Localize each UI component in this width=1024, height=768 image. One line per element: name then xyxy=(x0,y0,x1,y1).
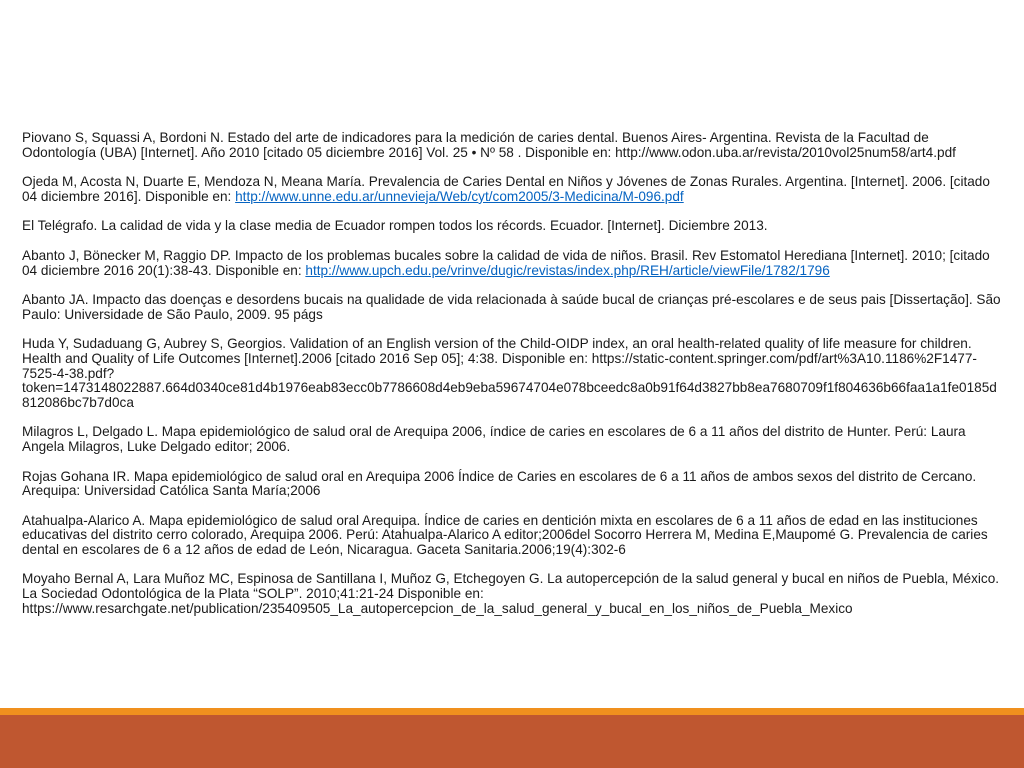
reference-item xyxy=(22,514,1004,558)
reference-text: Atahualpa-Alarico A. Mapa epidemiológico de salud oral Arequipa. Índice de caries en dentición mixta en escolares de 6 a 11 años de edad en las instituciones educativas del distrito cerro colorado, Arequipa 2006. Perú: Atahualpa-Alarico A editor;2006del Socorro Herrera M, Medina E,Maupomé G. Prevalencia de caries dental en escolares de 6 a 12 años de edad de León, Nicaragua. Gaceta Sanitaria.2006;19(4):302-6 xyxy=(22,512,988,557)
reference-text: Abanto J, Bönecker M, Raggio DP. Impacto de los problemas bucales sobre la calidad de vida de niños. Brasil. Rev Estomatol Herediana [Internet]. 2010; [citado 04 diciembre 2016 20(1):38-43. Disponible en: xyxy=(22,247,990,278)
footer-bar xyxy=(0,715,1024,768)
reference-text: Ojeda M, Acosta N, Duarte E, Mendoza N, Meana María. Prevalencia de Caries Dental en Niños y Jóvenes de Zonas Rurales. Argentina. [Internet]. 2006. [citado 04 diciembre 2016]. Disponible en: xyxy=(22,174,990,204)
reference-text: Piovano S, Squassi A, Bordoni N. Estado del arte de indicadores para la medición de caries dental. Buenos Aires- Argentina. Revista de la Facultad de Odontología (UBA) [Internet]. Año 2010 [citado 05 diciembre 2016] Vol. 25 • Nº 58 . Disponible en: http://www.odon.uba.ar/revista/2010vol25num58/art4.pdf xyxy=(22,130,956,160)
reference-link[interactable]: http://www.unne.edu.ar/unnevieja/Web/cyt/com2005/3-Medicina/M-096.pdf xyxy=(235,188,684,204)
reference-item xyxy=(22,249,1004,278)
reference-item xyxy=(22,131,1004,160)
reference-text: El Telégrafo. La calidad de vida y la clase media de Ecuador rompen todos los récords. Ecuador. [Internet]. Diciembre 2013. xyxy=(22,218,768,234)
reference-text: Rojas Gohana IR. Mapa epidemiológico de salud oral en Arequipa 2006 Índice de Caries en escolares de 6 a 11 años de ambos sexos del distrito de Cercano. Arequipa: Universidad Católica Santa María;2006 xyxy=(22,468,977,499)
footer-accent-stripe xyxy=(0,708,1024,715)
reference-item xyxy=(22,175,1004,204)
reference-text: Huda Y, Sudaduang G, Aubrey S, Georgios. Validation of an English version of the Child-OIDP index, an oral health-related quality of life measure for children. Health and Quality of Life Outcomes [Internet].2006 [citado 2016 Sep 05]; 4:38. Disponible en: https://static-content.springer.com/pdf/art%3A10.1186%2F1477-7525-4-38.pdf?token=1473148022887.664d0340ce81d4b1976eab83ecc0b7786608d4eb9eba59674704e078bceedc8a0b91f64d3827bb8ea7680709f1f804636b66faa1a1fe0185d812086bc7b7d0ca xyxy=(22,336,997,410)
reference-link[interactable]: http://www.upch.edu.pe/vrinve/dugic/revistas/index.php/REH/article/viewFile/1782/1796 xyxy=(305,262,830,278)
reference-text: Abanto JA. Impacto das doenças e desordens bucais na qualidade de vida relacionada à saúde bucal de crianças pré-escolares e de seus pais [Dissertação]. São Paulo: Universidade de São Paulo, 2009. 95 págs xyxy=(22,292,1001,322)
reference-item xyxy=(22,470,1004,499)
reference-item xyxy=(22,572,1004,616)
reference-item xyxy=(22,425,1004,454)
reference-item xyxy=(22,293,1004,322)
reference-text: Milagros L, Delgado L. Mapa epidemiológico de salud oral de Arequipa 2006, índice de caries en escolares de 6 a 11 años del distrito de Hunter. Perú: Laura Angela Milagros, Luke Delgado editor; 2006. xyxy=(22,424,966,454)
reference-text: Moyaho Bernal A, Lara Muñoz MC, Espinosa de Santillana I, Muñoz G, Etchegoyen G. La autopercepción de la salud general y bucal en niños de Puebla, México. La Sociedad Odontológica de la Plata “SOLP”. 2010;41:21-24 Disponible en: https://www.resarchgate.net/publication/235409505_La_autopercepcion_de_la_salud_general_y_bucal_en_los_niños_de_Puebla_Mexico xyxy=(22,571,1000,616)
reference-item xyxy=(22,219,1004,234)
references-list xyxy=(22,131,1004,631)
reference-item xyxy=(22,337,1004,410)
